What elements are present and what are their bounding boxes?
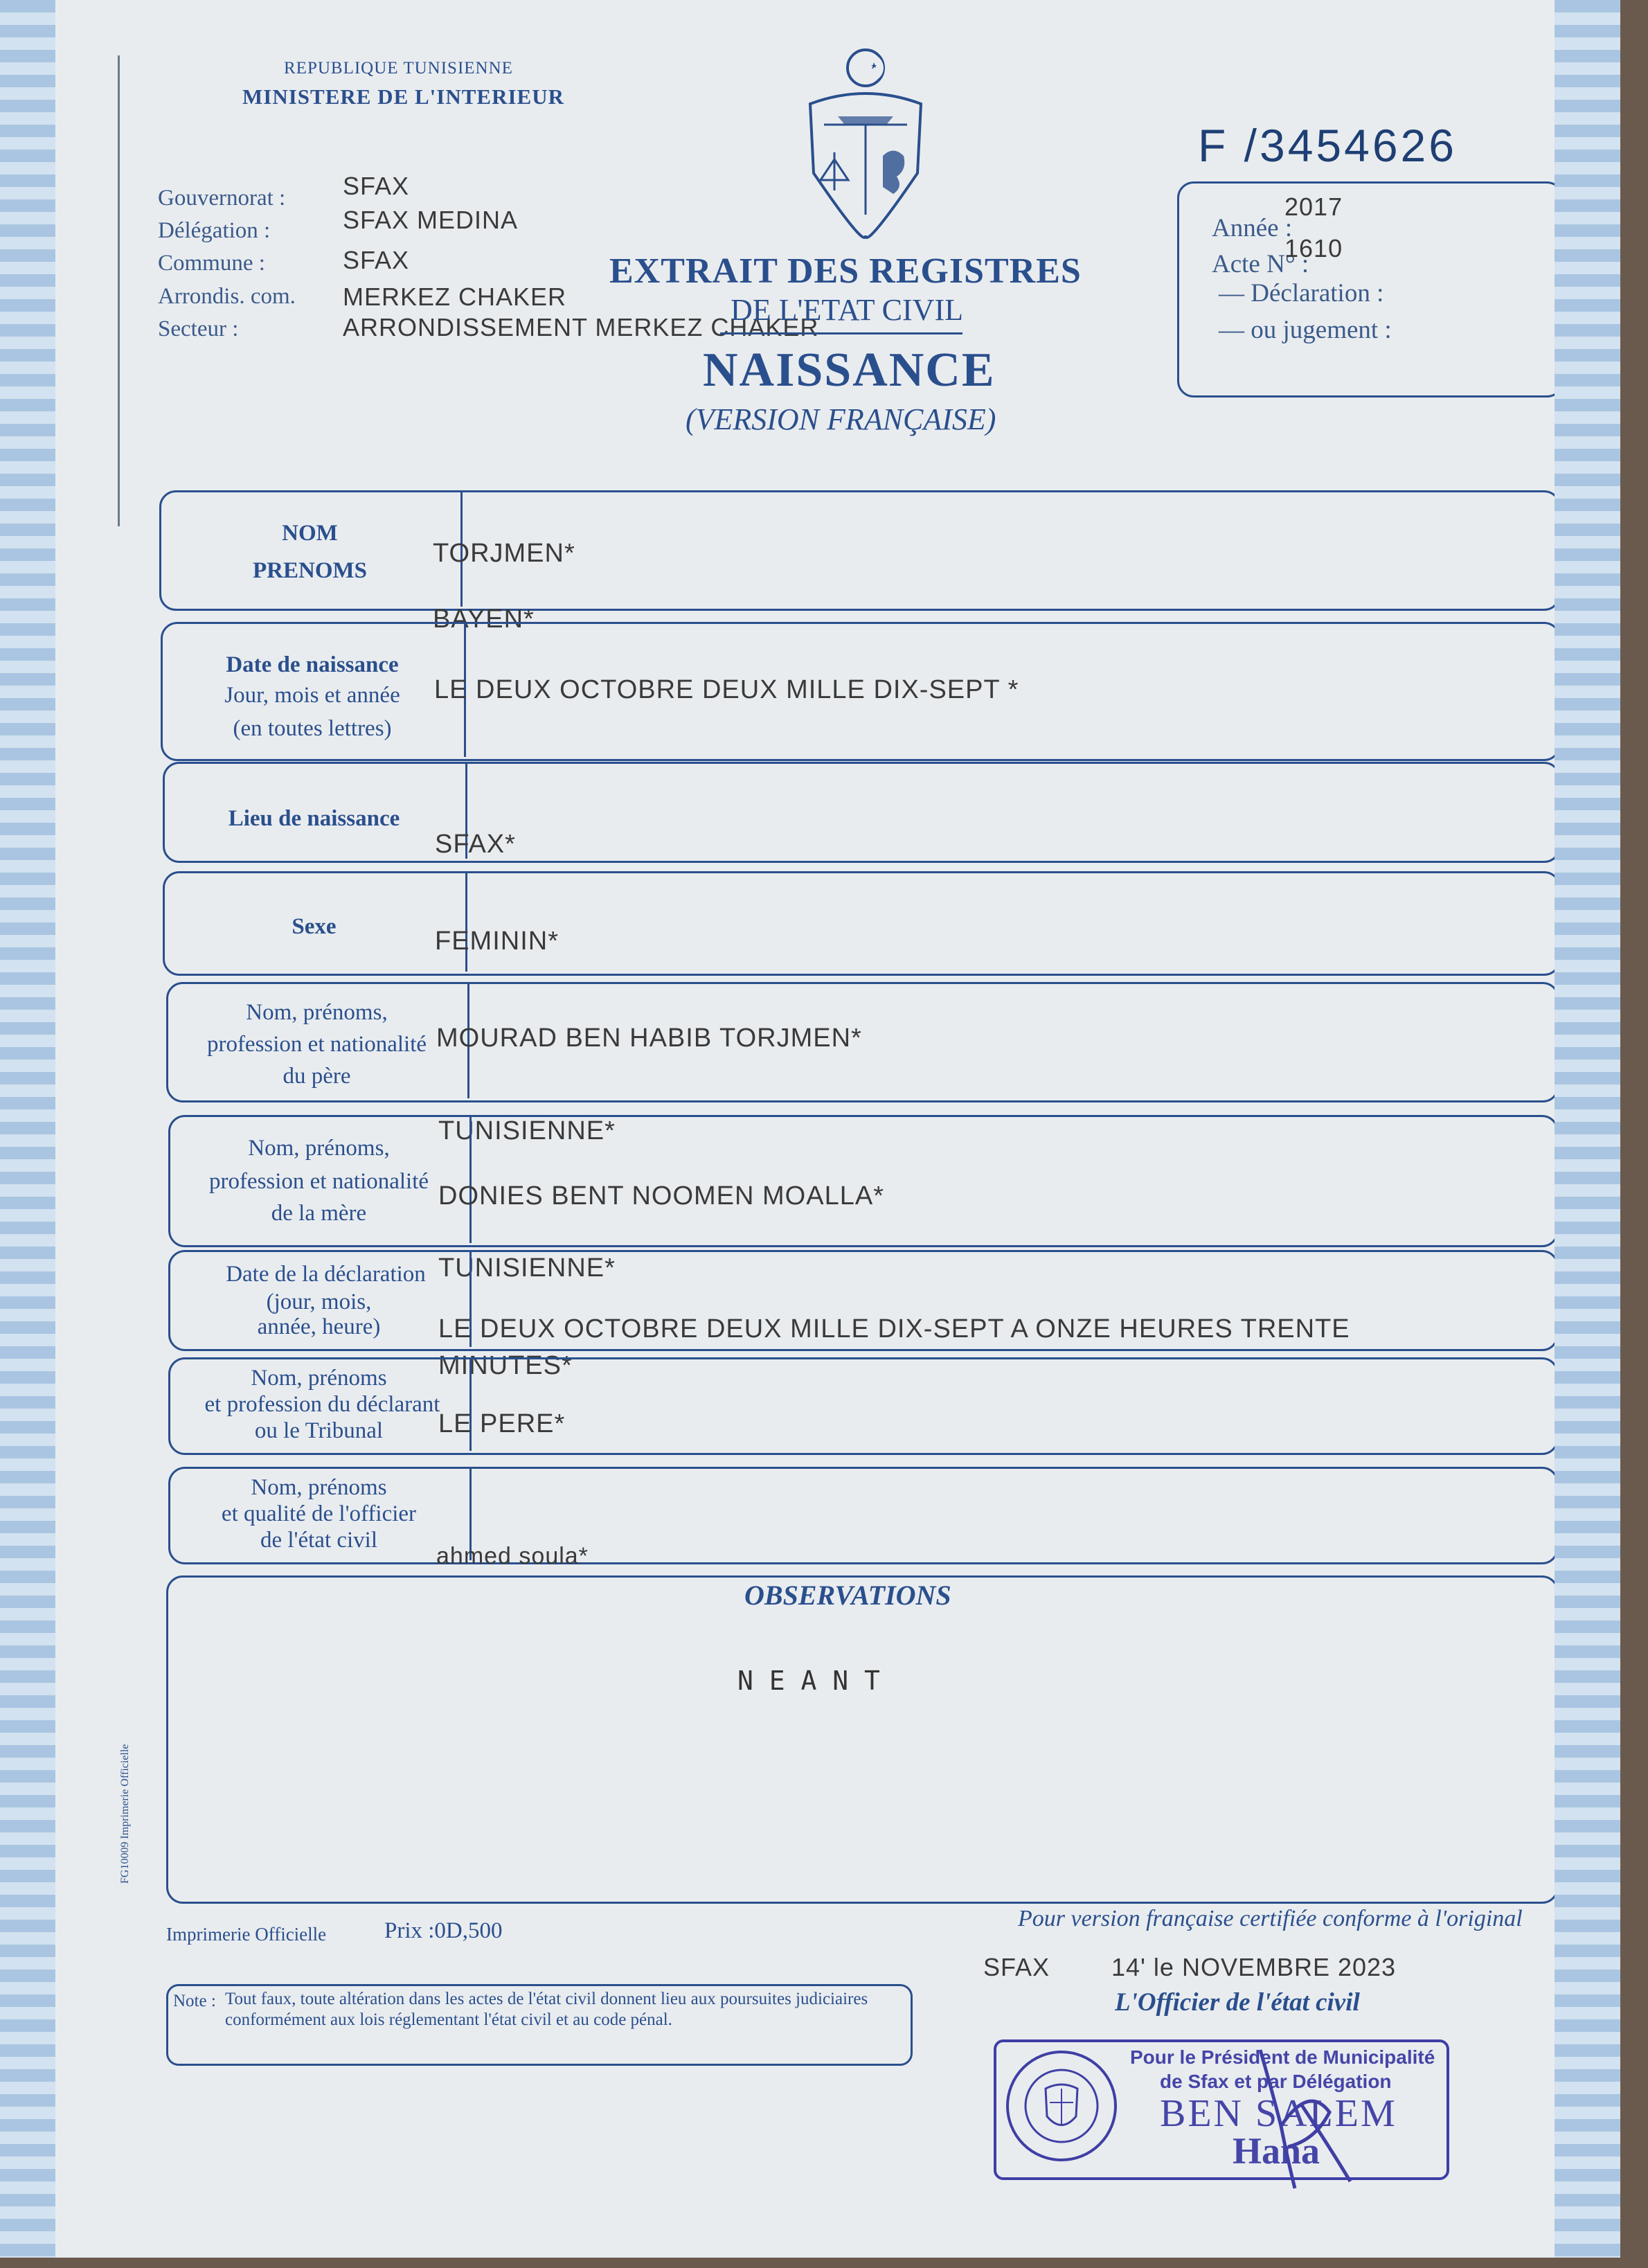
title-etat-civil: DE L'ETAT CIVIL [731,293,963,327]
delegation-value: SFAX MEDINA [343,206,519,234]
pere-nationality: TUNISIENNE* [438,1116,616,1145]
note-text: Tout faux, toute altération dans les actes de l'état civil donnent lieu aux poursuites judiciaires conformément aux lois réglementant l'état civil et au code pénal. [225,1990,868,2029]
prix-label: Prix :0D,500 [384,1918,503,1943]
dob-sublabel: Jour, mois et année [224,683,400,708]
republique-label: REPUBLIQUE TUNISIENNE [284,59,513,78]
document-body [55,0,1555,2258]
stamp-line-2: de Sfax et par Délégation [1160,2071,1392,2092]
officier-label-2: et qualité de l'officier [221,1501,417,1526]
issue-place: SFAX [983,1953,1050,1981]
declarant-label-1: Nom, prénoms [251,1366,387,1391]
declarant-label-3: ou le Tribunal [254,1418,384,1443]
mere-label-2: profession et nationalité [208,1169,429,1194]
declarant-label-2: et profession du déclarant [204,1392,440,1417]
prenom-value: BAYEN* [433,605,535,634]
observations-box [166,1575,1559,1904]
commune-value: SFAX [343,246,410,274]
secteur-value: ARRONDISSEMENT MERKEZ CHAKER [343,313,819,341]
lieu-label: Lieu de naissance [228,806,400,831]
arrondissement-label: Arrondis. com. [158,284,296,309]
row-nom-box [159,490,1561,611]
commune-label: Commune : [158,251,265,276]
note-label: Note : [173,1992,216,2010]
observations-value: N E A N T [737,1666,880,1696]
stamp-firstname: Hana [1233,2130,1320,2172]
declaration-date-label-3: année, heure) [257,1314,381,1339]
title-version: (VERSION FRANÇAISE) [686,402,996,436]
officier-value: ahmed soula* [436,1543,589,1569]
nom-value: TORJMEN* [433,539,575,568]
pere-label-3: du père [283,1064,351,1089]
coat-of-arms-icon [796,42,935,242]
observations-title: OBSERVATIONS [744,1580,951,1611]
arrondissement-value: MERKEZ CHAKER [343,283,567,311]
declarant-value: LE PERE* [438,1409,566,1438]
title-underline [720,332,962,334]
officier-signature-title: L'Officier de l'état civil [1115,1988,1360,2017]
lieu-value: SFAX* [435,830,516,859]
annee-label: Année : [1212,214,1293,242]
dob-value: LE DEUX OCTOBRE DEUX MILLE DIX-SEPT * [434,675,1019,704]
municipal-seal-icon [1003,2047,1120,2165]
stamp-line-1: Pour le Président de Municipalité [1130,2046,1435,2068]
stamp-name: BEN SALEM [1160,2092,1397,2135]
gouvernorat-value: SFAX [343,172,410,200]
title-naissance: NAISSANCE [703,343,996,397]
sexe-value: FEMININ* [435,927,559,956]
delegation-label: Délégation : [158,218,271,243]
pere-label-1: Nom, prénoms, [246,1000,388,1025]
annee-value: 2017 [1284,193,1343,221]
gouvernorat-label: Gouvernorat : [158,186,286,211]
issue-date: 14' le NOVEMBRE 2023 [1111,1953,1397,1981]
pere-value: MOURAD BEN HABIB TORJMEN* [436,1024,862,1053]
margin-rule [118,55,120,526]
dob-label: Date de naissance [226,652,399,677]
officier-label-1: Nom, prénoms [251,1475,387,1500]
mere-label-1: Nom, prénoms, [248,1136,390,1161]
row-separator [469,1115,472,1243]
officier-label-3: de l'état civil [260,1528,378,1553]
declaration-date-label-2: (jour, mois, [266,1289,372,1314]
ministere-label: MINISTERE DE L'INTERIEUR [242,84,564,109]
row-separator [465,871,467,972]
jugement-label: — ou jugement : [1219,316,1392,344]
acte-value: 1610 [1284,234,1343,262]
sexe-label: Sexe [292,914,337,939]
acte-label: Acte N° : [1212,250,1309,278]
side-print-code: FG10009 Imprimerie Officielle [119,1744,131,1884]
declaration-date-label-1: Date de la déclaration [226,1262,426,1287]
mere-value: DONIES BENT NOOMEN MOALLA* [438,1181,884,1211]
declaration-date-value-2: MINUTES* [438,1351,573,1380]
title-extrait: EXTRAIT DES REGISTRES [609,251,1082,291]
guilloche-border-left [0,0,55,2258]
nom-label: NOM [282,521,338,546]
secteur-label: Secteur : [158,316,239,341]
dob-sublabel-2: (en toutes lettres) [233,716,392,741]
imprimerie-label: Imprimerie Officielle [166,1924,327,1945]
mere-nationality: TUNISIENNE* [438,1253,616,1283]
mere-label-3: de la mère [271,1201,367,1226]
guilloche-border-right [1555,0,1620,2258]
certification-note: Pour version française certifiée conforme à l'original [1018,1906,1523,1931]
prenoms-label: PRENOMS [253,558,367,583]
declaration-label: — Déclaration : [1219,279,1384,307]
serial-number: F /3454626 [1198,120,1457,171]
declaration-date-value: LE DEUX OCTOBRE DEUX MILLE DIX-SEPT A ONZE HEURES TRENTE [438,1314,1350,1343]
pere-label-2: profession et nationalité [206,1032,427,1057]
handwritten-signature [1233,2043,1371,2195]
